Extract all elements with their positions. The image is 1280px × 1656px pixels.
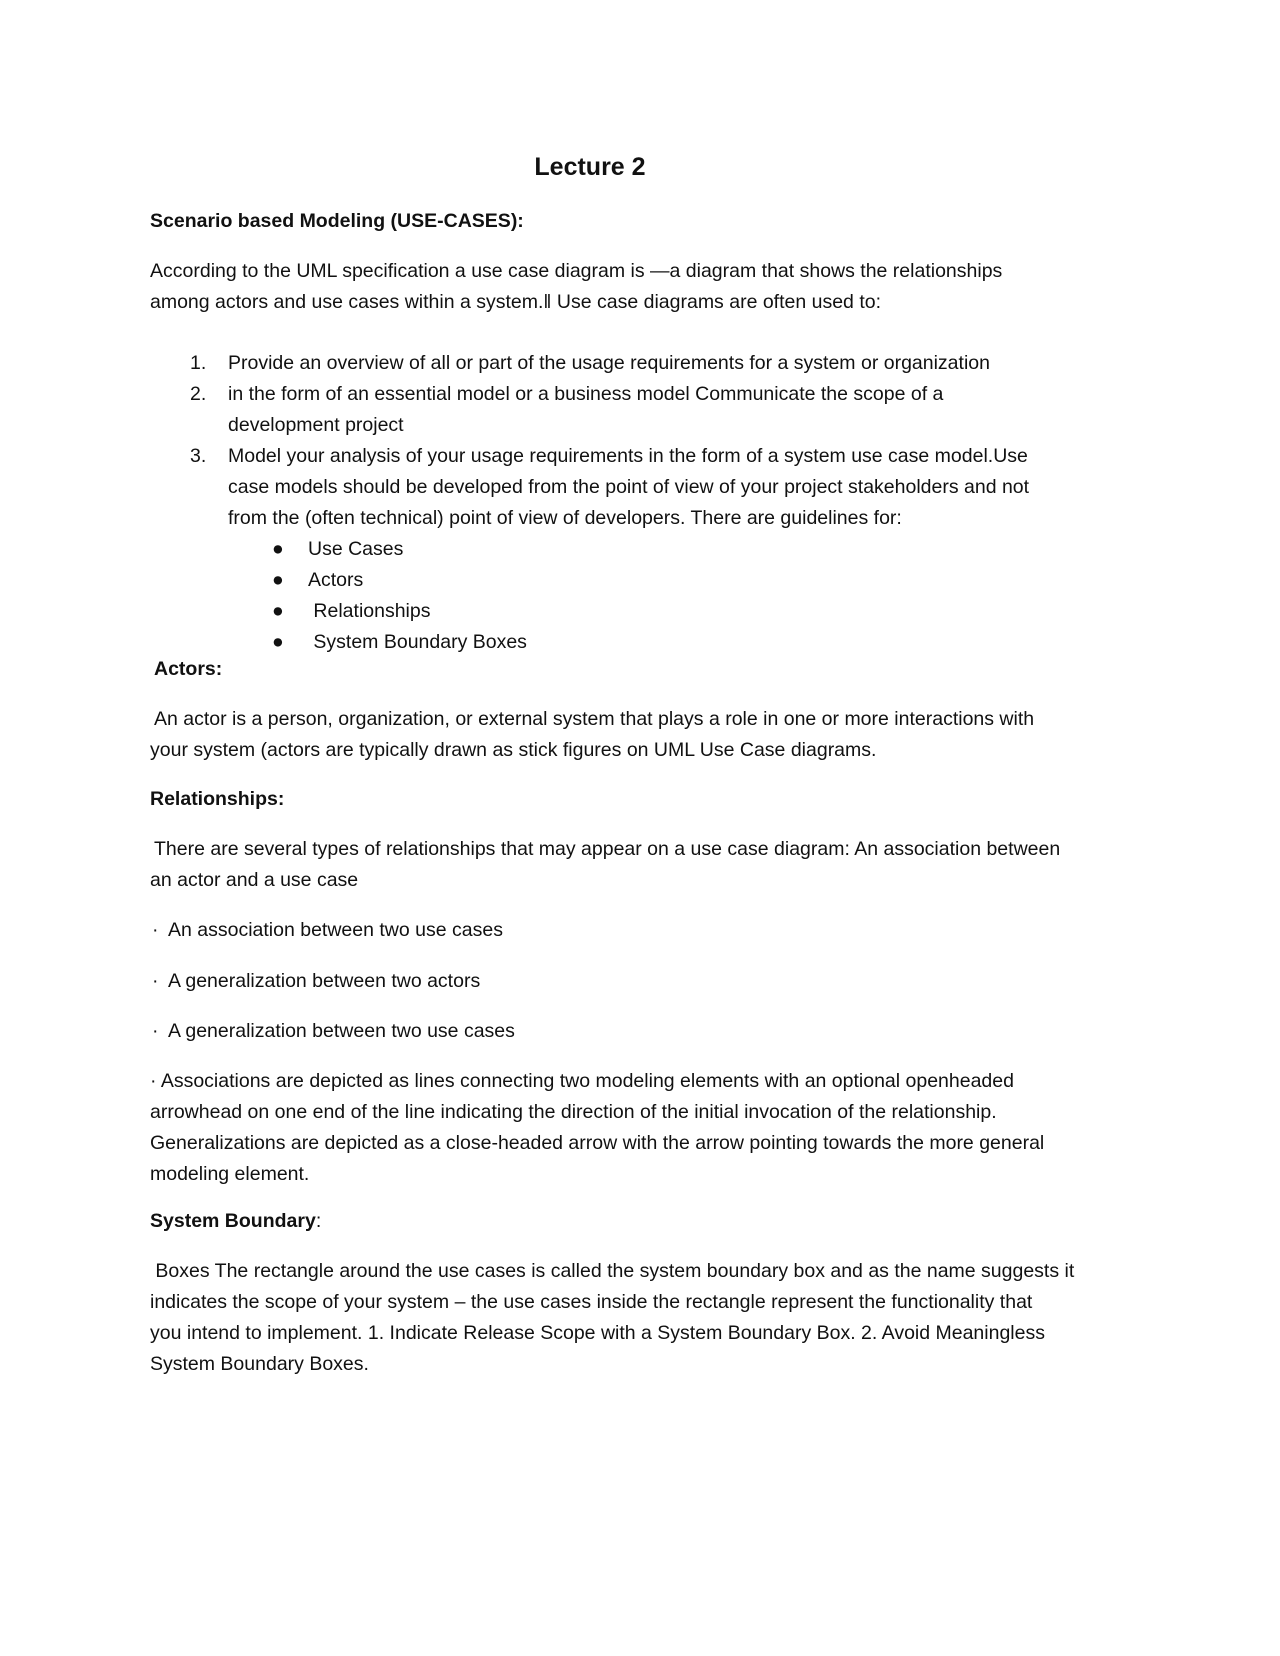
guideline-label: Use Cases (308, 538, 404, 560)
numbered-list (190, 348, 1110, 658)
relationship-item (150, 915, 1130, 946)
bullet-icon: ● (272, 538, 284, 560)
system-boundary-heading-text: System Boundary (150, 1210, 316, 1232)
item-number: 2. (190, 383, 207, 405)
system-boundary-line-3: you intend to implement. 1. Indicate Release Scope with a System Boundary Box. 2. Avoid Meaningless (150, 1322, 1045, 1344)
associations-line-2: arrowhead on one end of the line indicating the direction of the initial invocation of the relationship. (150, 1101, 997, 1123)
guideline-item (266, 596, 1110, 627)
intro-line-1: According to the UML specification a use case diagram is —a diagram that shows the relationships (150, 260, 1003, 282)
dot-icon: · (152, 970, 159, 992)
associations-line-3: Generalizations are depicted as a close-headed arrow with the arrow pointing towards the more general (150, 1132, 1045, 1154)
system-boundary-heading-colon: : (315, 1210, 322, 1232)
relationships-line-2: an actor and a use case (150, 869, 359, 891)
relationship-item-text: An association between two use cases (168, 919, 503, 941)
item-line: development project (228, 414, 404, 436)
dot-icon: · (152, 919, 159, 941)
item-number: 1. (190, 352, 207, 374)
actors-paragraph (150, 704, 1130, 766)
actors-line-1: An actor is a person, organization, or external system that plays a role in one or more interactions with (154, 708, 1035, 730)
item-line: from the (often technical) point of view of developers. There are guidelines for: (228, 507, 902, 529)
guideline-label: System Boundary Boxes (308, 631, 527, 653)
relationship-item (150, 1016, 1130, 1047)
guideline-label: Actors (308, 569, 364, 591)
item-text (228, 441, 1110, 658)
section-heading-actors: Actors: (154, 658, 223, 680)
dot-icon: · (152, 1020, 159, 1042)
item-line: in the form of an essential model or a business model Communicate the scope of a (228, 383, 944, 405)
system-boundary-line-1: Boxes The rectangle around the use cases is called the system boundary box and as the name suggests it (150, 1260, 1075, 1282)
section-heading-system-boundary (150, 1206, 1130, 1237)
relationship-item (150, 966, 1130, 997)
numbered-item-2 (190, 379, 1110, 441)
associations-line-1: · Associations are depicted as lines connecting two modeling elements with an optional openheaded (150, 1070, 1014, 1092)
bullet-icon: ● (272, 600, 284, 622)
associations-line-4: modeling element. (150, 1163, 310, 1185)
intro-line-2: among actors and use cases within a system.‖ Use case diagrams are often used to: (150, 291, 882, 313)
item-number: 3. (190, 445, 207, 467)
relationships-paragraph (150, 834, 1130, 896)
guideline-label: Relationships (308, 600, 431, 622)
page-title: Lecture 2 (534, 153, 646, 181)
system-boundary-paragraph (150, 1256, 1130, 1380)
item-line: case models should be developed from the point of view of your project stakeholders and not (228, 476, 1030, 498)
bullet-icon: ● (272, 631, 284, 653)
relationship-item-text: A generalization between two actors (168, 970, 481, 992)
section-heading-use-cases: Scenario based Modeling (USE-CASES): (150, 210, 524, 232)
system-boundary-line-4: System Boundary Boxes. (150, 1353, 369, 1375)
bullet-icon: ● (272, 569, 284, 591)
item-text (228, 348, 1110, 379)
relationships-line-1: There are several types of relationships that may appear on a use case diagram: An association between (154, 838, 1061, 860)
item-line: Model your analysis of your usage requirements in the form of a system use case model.Use (228, 445, 1028, 467)
item-line: Provide an overview of all or part of the usage requirements for a system or organization (228, 352, 990, 374)
actors-line-2: your system (actors are typically drawn as stick figures on UML Use Case diagrams. (150, 739, 877, 761)
numbered-item-1 (190, 348, 1110, 379)
associations-paragraph (150, 1066, 1130, 1190)
guidelines-list (266, 534, 1110, 658)
guideline-item (266, 534, 1110, 565)
system-boundary-line-2: indicates the scope of your system – the use cases inside the rectangle represent the functionality that (150, 1291, 1033, 1313)
section-heading-relationships: Relationships: (150, 788, 285, 810)
relationship-item-text: A generalization between two use cases (168, 1020, 515, 1042)
guideline-item (266, 565, 1110, 596)
item-text (228, 379, 1110, 441)
numbered-item-3 (190, 441, 1110, 658)
intro-paragraph (150, 256, 1130, 318)
